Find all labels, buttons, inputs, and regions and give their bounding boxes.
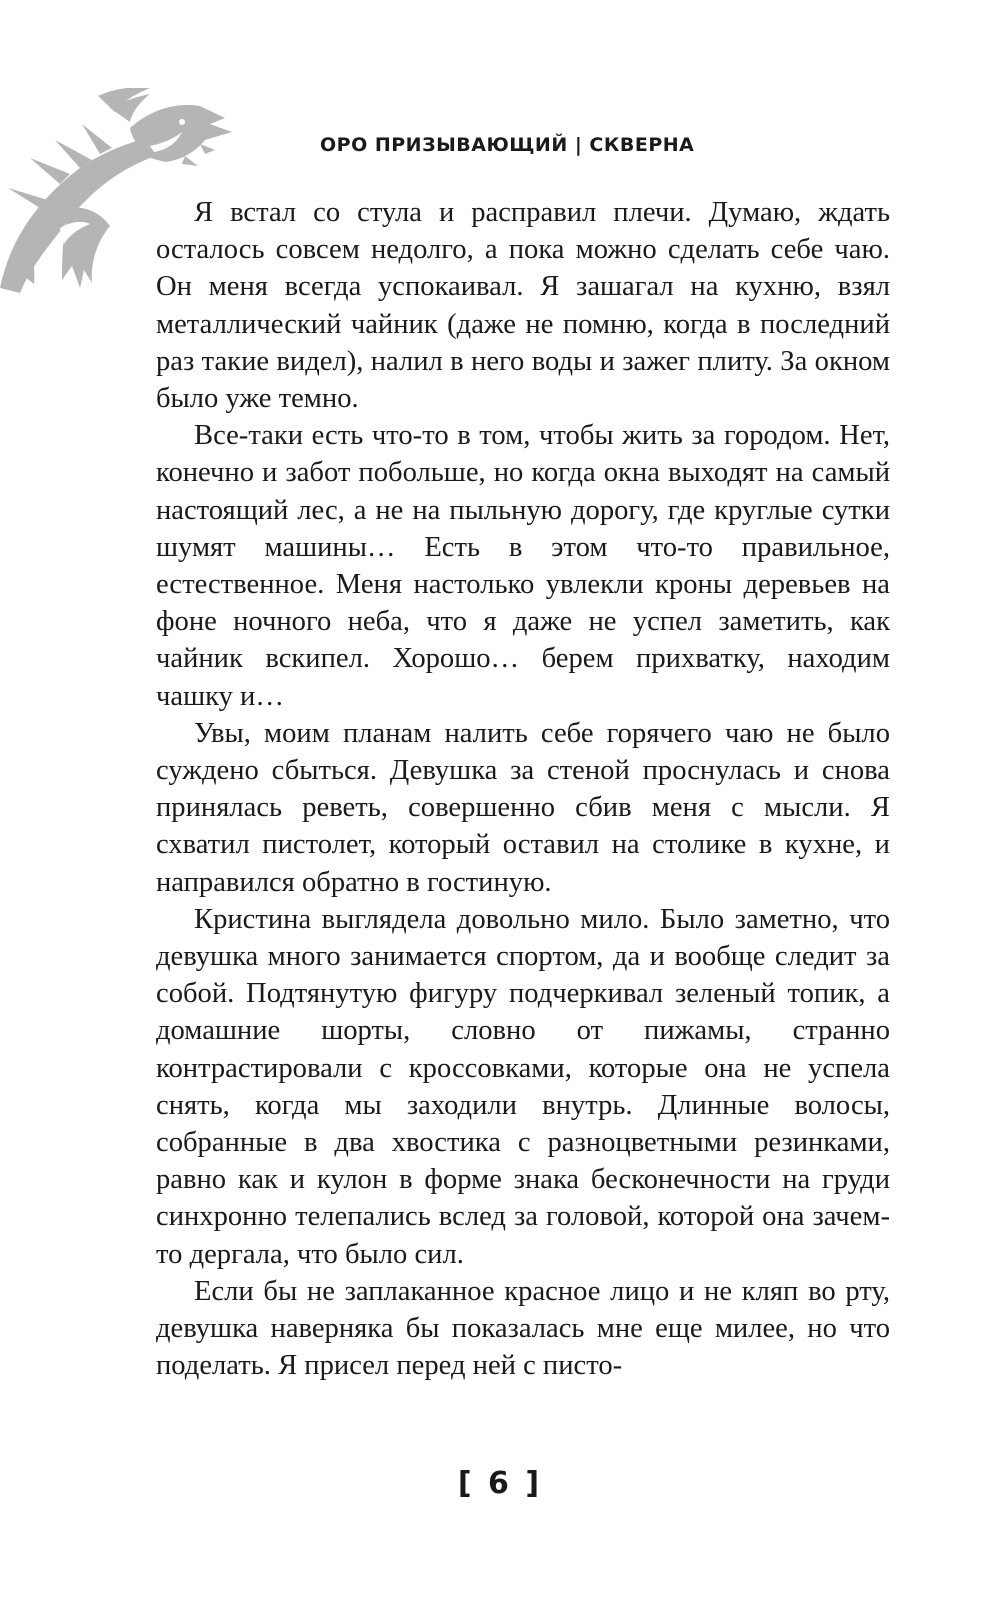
body-text xyxy=(156,194,890,1385)
paragraph: Все-таки есть что-то в том, чтобы жить за городом. Нет, конечно и забот побольше, но когда окна выходят на самый настоящий лес, а не на пыльную дорогу, где круглые сутки шумят машины… Есть в этом что-то правильное, естественное. Меня настолько увлекли кроны деревьев на фоне ночного неба, что я даже не успел заметить, как чайник вскипел. Хорошо… берем прихватку, находим чашку и… xyxy=(156,420,890,712)
paragraph: Увы, моим планам налить себе горячего чаю не было суждено сбыться. Девушка за стеной проснулась и снова принялась реветь, совершенно сбив меня с мысли. Я схватил пистолет, который оставил на столике в кухне, и направился обратно в гостиную. xyxy=(156,717,890,898)
paragraph: Кристина выглядела довольно мило. Было заметно, что девушка много занимается спортом, да и вообще следит за собой. Подтянутую фигуру подчеркивал зеленый топик, а домашние шорты, словно от пижамы, странно контрастировали с кроссовками, которые она не успела снять, когда мы заходили внутрь. Длинные волосы, собранные в два хвостика с разноцветными резинками, равно как и кулон в форме знака бесконечности на груди синхронно телепались вслед за головой, которой она зачем-то дергала, что было сил. xyxy=(156,903,890,1270)
running-header: ОРО ПРИЗЫВАЮЩИЙ | СКВЕРНА xyxy=(320,134,695,156)
paragraph: Если бы не заплаканное красное лицо и не кляп во рту, девушка наверняка бы показалась мне еще милее, но что поделать. Я присел перед ней с писто- xyxy=(156,1275,890,1382)
paragraph: Я встал со стула и расправил плечи. Думаю, ждать осталось совсем недолго, а пока можно сделать себе чаю. Он меня всегда успокаивал. Я зашагал на кухню, взял металлический чайник (даже не помню, когда в последний раз такие видел), налил в него воды и зажег плиту. За окном было уже темно. xyxy=(156,197,890,415)
page-number: [ 6 ] xyxy=(457,1466,543,1501)
